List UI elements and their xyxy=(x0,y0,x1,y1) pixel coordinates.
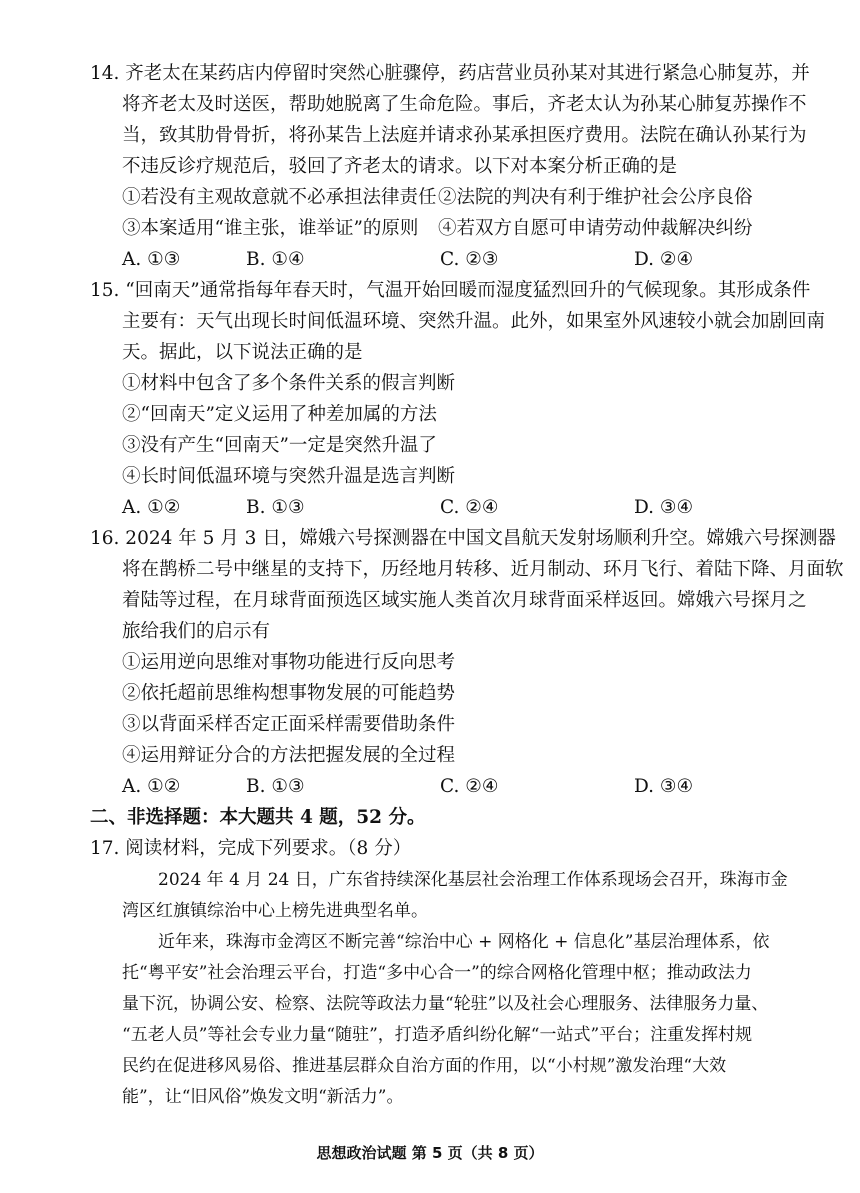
q14-item-2: ②法院的判决有利于维护社会公序良俗 xyxy=(438,187,753,208)
q16-line-3: 着陆等过程，在月球背面预选区域实施人类首次月球背面采样返回。嫦娥六号探月之 xyxy=(122,590,807,611)
page-footer: 思想政治试题 第 5 页（共 8 页） xyxy=(316,1144,544,1162)
q16-choice-c: C. ②④ xyxy=(440,776,499,797)
q16-item-3: ③以背面采样否定正面采样需要借助条件 xyxy=(122,714,456,735)
q17-title: 17. 阅读材料，完成下列要求。（8 分） xyxy=(90,838,412,859)
q15-line-1: 15. “回南天”通常指每年春天时，气温开始回暖而湿度猛烈回升的气候现象。其形成条件 xyxy=(90,280,811,301)
q15-choice-b: B. ①③ xyxy=(246,497,305,518)
q16-choice-b: B. ①③ xyxy=(246,776,305,797)
q17-para1-line-1: 2024 年 4 月 24 日，广东省持续深化基层社会治理工作体系现场会召开，珠海市金 xyxy=(158,870,788,890)
q14-choice-d: D. ②④ xyxy=(634,249,694,270)
q17-para2-line-4: “五老人员”等社会专业力量“随驻”，打造矛盾纠纷化解“一站式”平台；注重发挥村规 xyxy=(122,1025,753,1045)
q16-item-1: ①运用逆向思维对事物功能进行反向思考 xyxy=(122,652,456,673)
q14-choice-b: B. ①④ xyxy=(246,249,305,270)
q15-item-2: ②“回南天”定义运用了种差加属的方法 xyxy=(122,404,437,425)
q14-line-3: 当，致其肋骨骨折，将孙某告上法庭并请求孙某承担医疗费用。法院在确认孙某行为 xyxy=(122,125,807,146)
q14-choice-c: C. ②③ xyxy=(440,249,499,270)
q15-item-4: ④长时间低温环境与突然升温是选言判断 xyxy=(122,466,456,487)
section-2-heading: 二、非选择题：本大题共 4 题，52 分。 xyxy=(90,807,426,828)
q16-choice-a: A. ①② xyxy=(122,776,181,797)
q15-choice-c: C. ②④ xyxy=(440,497,499,518)
q16-item-2: ②依托超前思维构想事物发展的可能趋势 xyxy=(122,683,456,704)
q17-para2-line-6: 能”，让“旧风俗”焕发文明“新活力”。 xyxy=(122,1087,404,1107)
q17-para2-line-1: 近年来，珠海市金湾区不断完善“综治中心 + 网格化 + 信息化”基层治理体系，依 xyxy=(158,932,770,952)
q15-item-3: ③没有产生“回南天”一定是突然升温了 xyxy=(122,435,437,456)
q17-para2-line-3: 量下沉，协调公安、检察、法院等政法力量“轮驻”以及社会心理服务、法律服务力量、 xyxy=(122,994,769,1014)
q16-item-4: ④运用辩证分合的方法把握发展的全过程 xyxy=(122,745,456,766)
q17-para2-line-5: 民约在促进移风易俗、推进基层群众自治方面的作用，以“小村规”激发治理“大效 xyxy=(122,1056,727,1076)
q15-choice-a: A. ①② xyxy=(122,497,181,518)
q14-item-3: ③本案适用“谁主张，谁举证”的原则 xyxy=(122,218,419,239)
q17-para1-line-2: 湾区红旗镇综治中心上榜先进典型名单。 xyxy=(122,901,428,921)
q16-line-4: 旅给我们的启示有 xyxy=(122,621,271,642)
q17-para2-line-2: 托“粤平安”社会治理云平台，打造“多中心合一”的综合网格化管理中枢；推动政法力 xyxy=(122,963,752,983)
q14-item-1: ①若没有主观故意就不必承担法律责任 xyxy=(122,187,437,208)
q14-item-4: ④若双方自愿可申请劳动仲裁解决纠纷 xyxy=(438,218,753,239)
q15-line-3: 天。据此，以下说法正确的是 xyxy=(122,342,363,363)
q16-line-1: 16. 2024 年 5 月 3 日，嫦娥六号探测器在中国文昌航天发射场顺利升空。嫦娥六号探测器 xyxy=(90,528,836,549)
q15-item-1: ①材料中包含了多个条件关系的假言判断 xyxy=(122,373,456,394)
q15-choice-d: D. ③④ xyxy=(634,497,694,518)
q14-line-1: 14. 齐老太在某药店内停留时突然心脏骤停，药店营业员孙某对其进行紧急心肺复苏，并 xyxy=(90,63,810,84)
q14-line-4: 不违反诊疗规范后，驳回了齐老太的请求。以下对本案分析正确的是 xyxy=(122,156,678,177)
q14-line-2: 将齐老太及时送医，帮助她脱离了生命危险。事后，齐老太认为孙某心肺复苏操作不 xyxy=(122,94,807,115)
q16-choice-d: D. ③④ xyxy=(634,776,694,797)
q15-line-2: 主要有：天气出现长时间低温环境、突然升温。此外，如果室外风速较小就会加剧回南 xyxy=(122,311,826,332)
q16-line-2: 将在鹊桥二号中继星的支持下，历经地月转移、近月制动、环月飞行、着陆下降、月面软 xyxy=(122,559,844,580)
q14-choice-a: A. ①③ xyxy=(122,249,181,270)
